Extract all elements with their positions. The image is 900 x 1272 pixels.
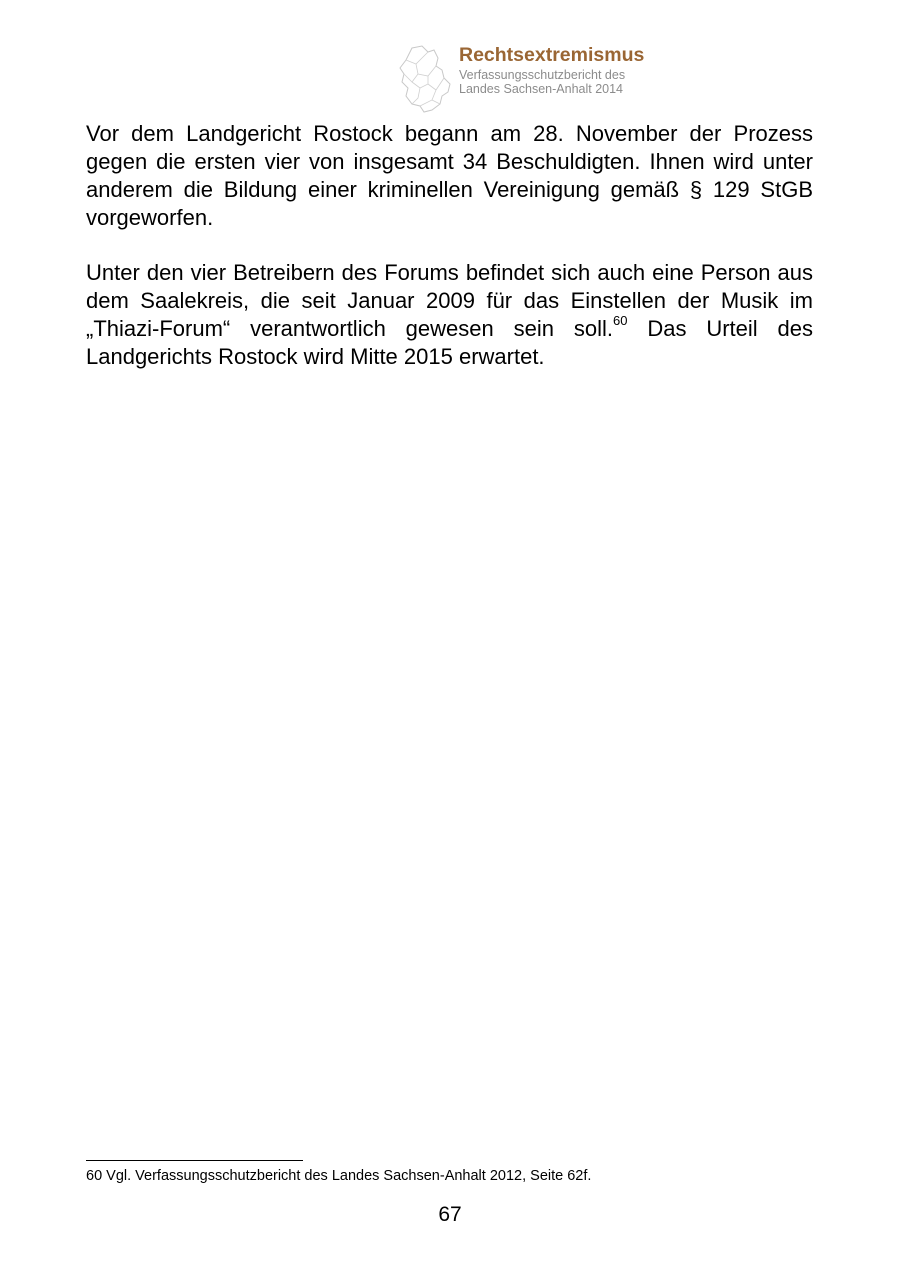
footnote-divider: [86, 1160, 303, 1161]
footnote-reference[interactable]: 60: [612, 312, 628, 328]
paragraph-2-text-before: Unter den vier Betreibern des Forums befindet sich auch eine Person aus dem Saalekreis, die seit Januar 2009 für das Einstellen der Musik im „Thiazi-Forum“ verantwortlich gewesen sein soll.: [86, 260, 813, 341]
footnote: 60 Vgl. Verfassungsschutzbericht des Landes Sachsen-Anhalt 2012, Seite 62f.: [86, 1168, 592, 1184]
page-number: 67: [438, 1203, 462, 1226]
header-subtitle-line1: Verfassungsschutzbericht des: [459, 68, 626, 82]
sachsen-anhalt-map-icon: [398, 44, 454, 114]
paragraph-2-text-after: Das Urteil des Landgerichts Rostock wird Mitte 2015 erwartet.: [86, 316, 813, 369]
paragraph-1: Vor dem Landgericht Rostock begann am 28. November der Prozess gegen die ersten vier von insgesamt 34 Beschuldigten. Ihnen wird unter anderem die Bildung einer kriminellen Vereinigung gemäß § 129 StGB vorgeworfen.: [86, 121, 813, 230]
page-header: [398, 42, 698, 114]
paragraph-2: [86, 259, 813, 371]
header-title: Rechtsextremismus: [459, 44, 645, 66]
header-subtitle-line2: Landes Sachsen-Anhalt 2014: [459, 82, 624, 96]
